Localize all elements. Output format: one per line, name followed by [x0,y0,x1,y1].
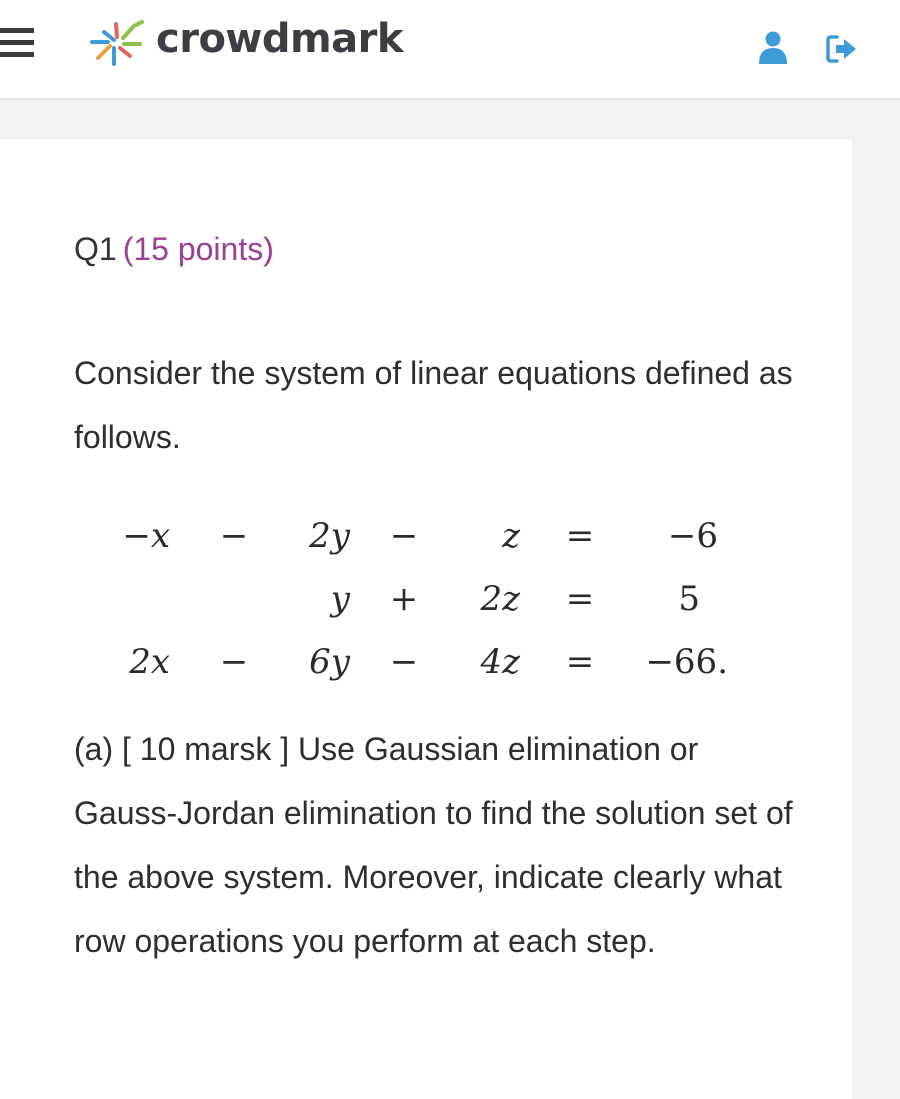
eq3-rhs: −66. [645,642,728,682]
eq3-term-x: 2x [129,642,170,682]
eq3-term-z: 4z [480,642,520,682]
question-heading [74,229,274,269]
eq1-term-z: z [502,516,520,556]
eq2-term-y: y [330,579,350,619]
eq2-op2: + [389,579,419,619]
eq2-term-z: 2z [480,579,520,619]
eq1-equals: = [565,516,595,556]
user-icon[interactable] [757,30,789,64]
question-intro: Consider the system of linear equations defined as follows. [74,355,793,455]
hamburger-menu-icon[interactable] [0,28,34,62]
question-points: (15 points) [122,231,274,267]
part-a-text: (a) [ 10 marsk ] Use Gaussian elimination or Gauss-Jordan elimination to find the solution set of the above system. Moreover, indicate clearly what row operations you perform at each step. [74,731,793,959]
eq1-term-y: 2y [309,516,350,556]
sign-out-icon[interactable] [826,32,858,66]
eq1-rhs: −6 [667,516,718,556]
eq1-term-x: −x [122,516,170,556]
eq3-op2: − [389,642,419,682]
eq3-equals: = [565,642,595,682]
eq3-term-y: 6y [309,642,350,682]
eq2-equals: = [565,579,595,619]
question-number: Q1 [74,231,117,267]
question-card [0,138,852,1099]
logo-text[interactable]: crowdmark [156,16,404,62]
eq2-rhs: 5 [678,579,700,619]
eq1-op1: − [219,516,249,556]
eq3-op1: − [219,642,249,682]
crowdmark-logo-icon [90,18,148,68]
eq1-op2: − [389,516,419,556]
top-bar [0,0,900,100]
